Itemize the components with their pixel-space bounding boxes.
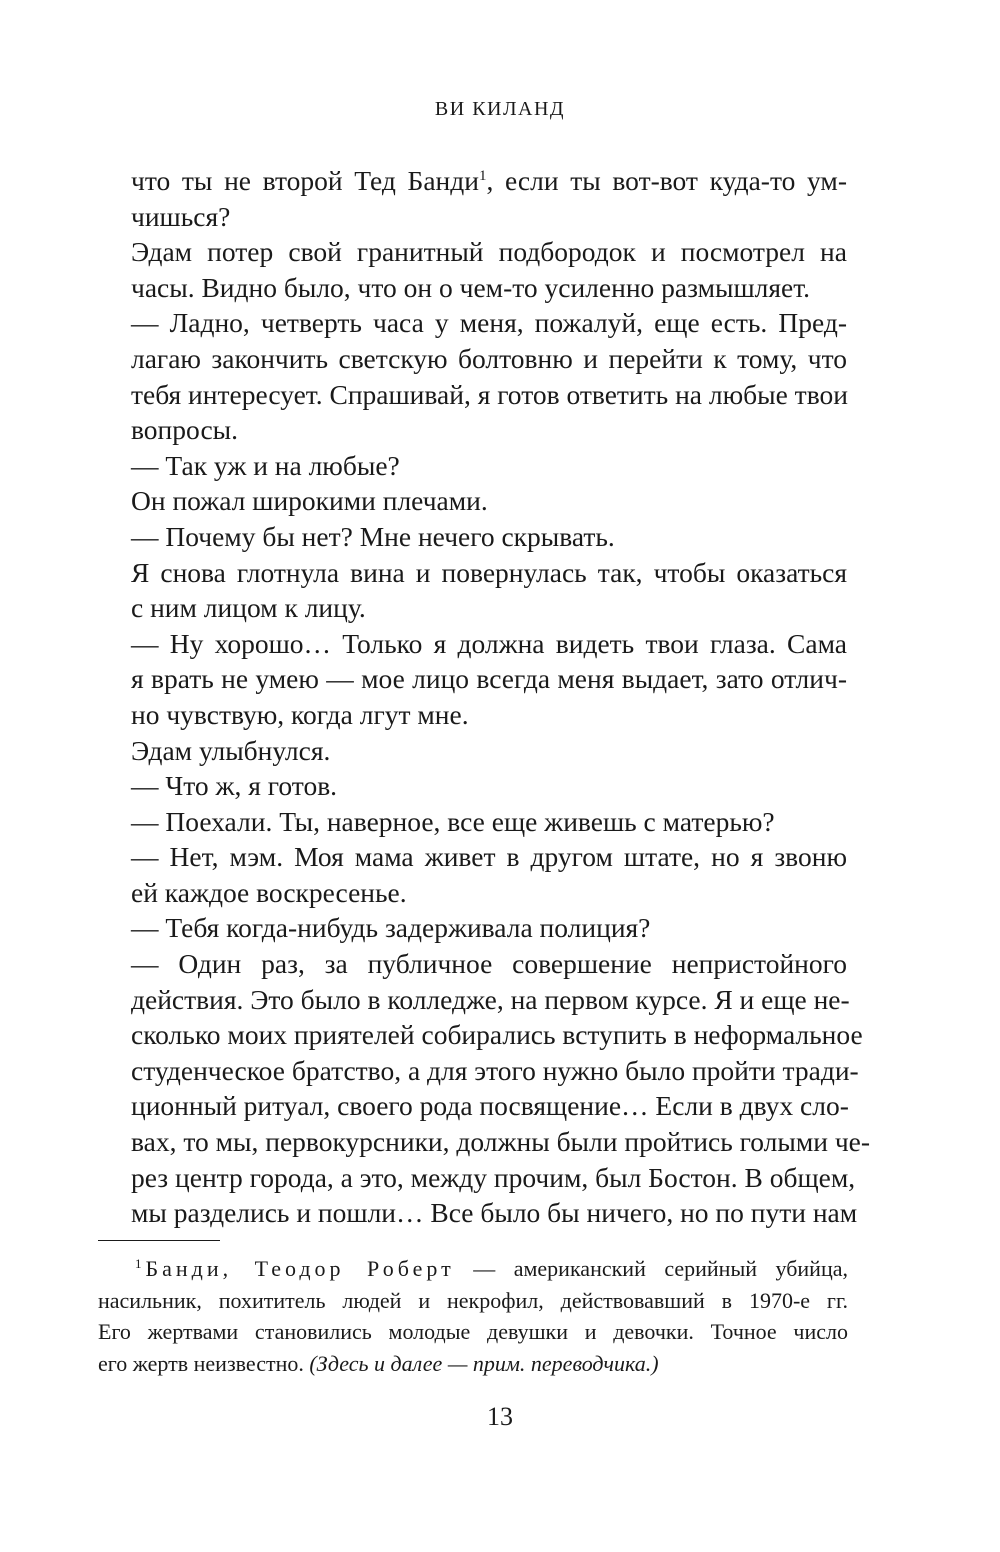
text-line: что ты не второй Тед Банди$^1$, если ты вот-вот куда-то ум- [131,165,847,196]
footnote-line: его жертв неизвестно. (Здесь и далее — прим. переводчика.) [98,1350,659,1376]
text-line: — Так уж и на любые? [131,449,400,481]
body-text [131,163,871,1231]
text-line: — Ладно, четверть часа у меня, пожалуй, еще есть. Пред- [131,307,847,339]
text-line: — Что ж, я готов. [131,770,338,802]
footnote-term: Банди, Теодор Роберт [145,1256,455,1281]
footnote-line: $^1$ Банди, Теодор Роберт — американский серийный убийца, [135,1256,848,1281]
running-header: ВИ КИЛАНД [434,98,566,120]
text-line: тебя интересует. Спрашивай, я готов ответить на любые твои [131,378,848,410]
text-line: вах, то мы, первокурсники, должны были пройтись голыми че- [131,1126,871,1158]
text-line: рез центр города, а это, между прочим, был Бостон. В общем, [131,1161,856,1193]
text-line: вопросы. [131,414,239,446]
text-line: но чувствую, когда лгут мне. [131,698,469,730]
text-line: ей каждое воскресенье. [131,876,407,908]
text-line: — Поехали. Ты, наверное, все еще живешь с матерью? [131,805,775,837]
footnote-divider [98,1240,220,1241]
footnote-line: Его жертвами становились молодые девушки и девочки. Точное число [98,1319,848,1344]
text-line: сколько моих приятелей собирались вступить в неформальное [131,1019,863,1051]
text-line: часы. Видно было, что он о чем-то усиленно размышляет. [131,271,811,303]
text-line: ционный ритуал, своего рода посвящение… Если в двух сло- [131,1090,849,1122]
text-line: Я снова глотнула вина и повернулась так, чтобы оказаться [131,556,847,588]
text-line: — Почему бы нет? Мне нечего скрывать. [131,520,615,552]
text-line: действия. Это было в колледже, на первом курсе. Я и еще не- [131,983,850,1015]
footnote-line: насильник, похититель людей и некрофил, действовавший в 1970-е гг. [98,1287,848,1313]
footnote [98,1253,848,1379]
footnote-reference[interactable]: 1 [478,168,487,184]
page-number: 13 [487,1402,513,1431]
text-line: — Ну хорошо… Только я должна видеть твои глаза. Сама [131,627,847,659]
text-line: — Тебя когда-нибудь задерживала полиция? [131,912,651,944]
text-line: — Нет, мэм. Моя мама живет в другом штате, но я звоню [131,841,847,873]
text-line: Эдам потер свой гранитный подбородок и посмотрел на [131,236,847,268]
text-line: мы разделись и пошли… Все было бы ничего, но по пути нам [131,1197,858,1229]
text-line: я врать не умею — мое лицо всегда меня выдает, зато отлич- [131,663,847,695]
footnote-number: 1 [135,1256,142,1271]
text-line: Эдам улыбнулся. [131,734,331,766]
translator-note: (Здесь и далее — прим. переводчика.) [309,1350,659,1376]
text-line: студенческое братство, а для этого нужно было пройти тради- [131,1054,859,1086]
text-line: Он пожал широкими плечами. [131,485,488,517]
text-line: чишься? [131,200,231,232]
text-line: с ним лицом к лицу. [131,592,366,624]
text-line: лагаю закончить светскую болтовню и перейти к тому, что [131,342,847,374]
text-line: — Один раз, за публичное совершение непристойного [131,948,847,980]
